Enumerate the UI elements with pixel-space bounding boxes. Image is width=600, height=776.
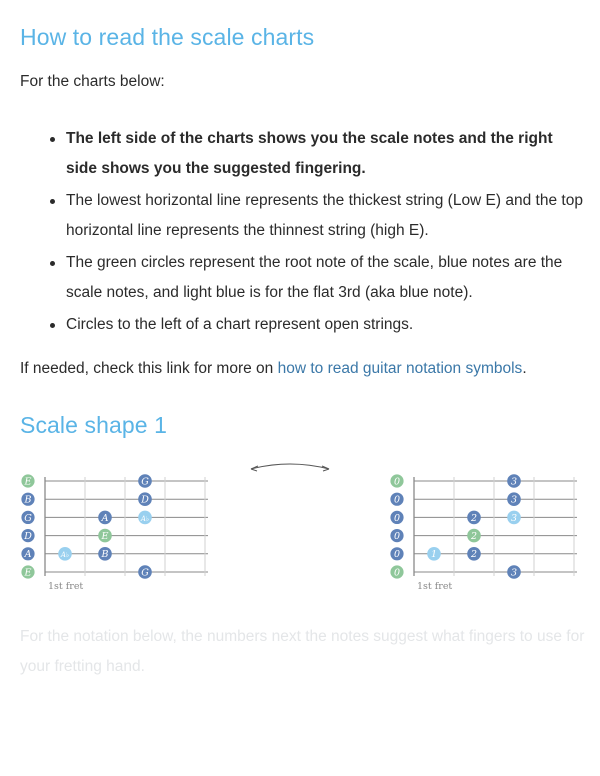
bullet-item: Circles to the left of a chart represent open strings.: [20, 310, 585, 340]
note-label: G: [141, 476, 149, 488]
open-string-label: 0: [393, 549, 401, 561]
open-string-label: B: [24, 494, 32, 506]
fret-label: 1st fret: [417, 581, 453, 592]
note-label: A♭: [140, 514, 150, 523]
link-paragraph: [20, 360, 527, 378]
fingering-note-text: For the notation below, the numbers next the notes suggest what fingers to use for your fretting hand.: [20, 628, 585, 675]
intro-text: For the charts below:: [20, 73, 165, 90]
note-label: 3: [510, 494, 518, 506]
note-label: B: [101, 549, 109, 561]
open-string-label: 0: [393, 512, 401, 524]
open-string-label: G: [24, 512, 32, 524]
note-label: 3: [510, 476, 518, 488]
swap-arrow-icon: [245, 458, 335, 478]
bullet-item: The lowest horizontal line represents the thickest string (Low E) and the top horizontal line represents the thinnest string (high E).: [20, 186, 585, 246]
bullet-item: The green circles represent the root note of the scale, blue notes are the scale notes, and light blue is for the flat 3rd (aka blue note).: [20, 248, 585, 308]
open-string-label: D: [24, 531, 32, 542]
fingering-chart: [387, 470, 587, 600]
open-string-label: 0: [393, 531, 401, 542]
open-string-label: A: [24, 549, 32, 561]
link-paragraph-end: .: [522, 360, 527, 377]
note-label: D: [141, 494, 149, 506]
bullet-item: The left side of the charts shows you the scale notes and the right side shows you the suggested fingering.: [20, 124, 585, 184]
open-string-label: 0: [393, 476, 401, 488]
note-label: G: [141, 567, 149, 579]
page-title: How to read the scale charts: [20, 24, 315, 50]
note-label: 2: [470, 549, 478, 561]
note-label: 1: [430, 549, 438, 561]
scale-notes-chart: [18, 470, 218, 600]
notation-symbols-link[interactable]: how to read guitar notation symbols: [277, 360, 523, 377]
section-title: Scale shape 1: [20, 412, 168, 438]
open-string-label: 0: [393, 494, 401, 506]
note-label: E: [101, 531, 109, 542]
note-label: 3: [510, 512, 518, 524]
note-label: 3: [510, 567, 518, 579]
note-label: 2: [470, 531, 478, 542]
link-paragraph-text: If needed, check this link for more on: [20, 360, 278, 377]
note-label: 2: [470, 512, 478, 524]
open-string-label: E: [24, 476, 32, 488]
open-string-label: E: [24, 567, 32, 579]
note-label: A: [101, 512, 109, 524]
bullet-list: [20, 124, 585, 342]
fret-label: 1st fret: [48, 581, 84, 592]
note-label: A♭: [60, 551, 70, 560]
open-string-label: 0: [393, 567, 401, 579]
